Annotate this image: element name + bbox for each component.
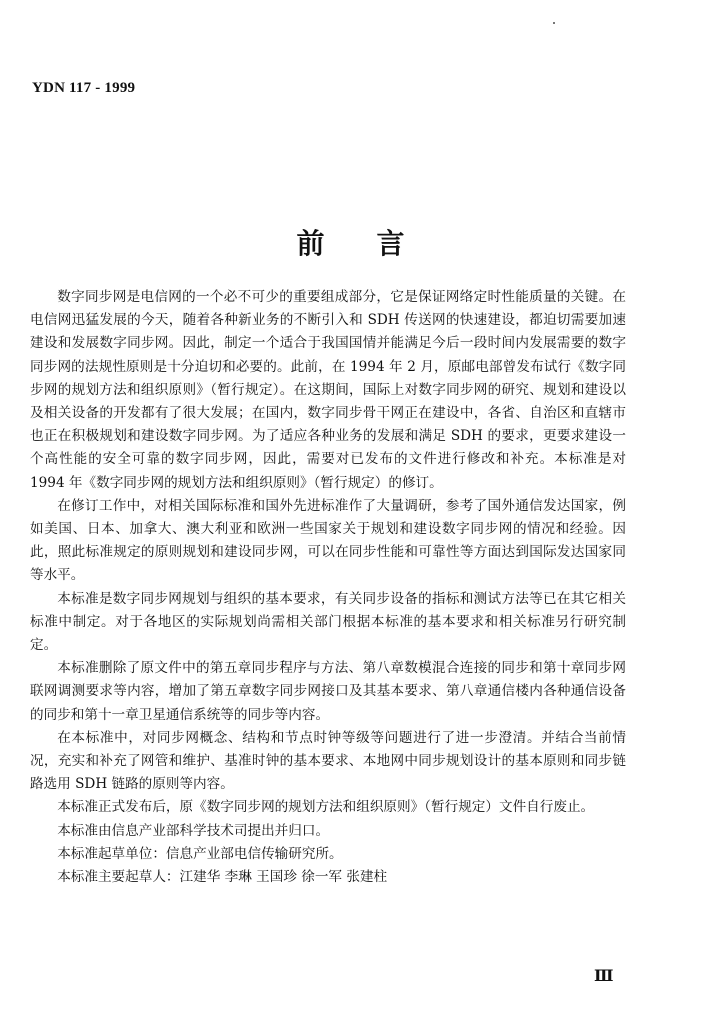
page-number: Ⅲ [594, 968, 614, 985]
paragraph: 本标准由信息产业部科学技术司提出并归口。 [57, 822, 330, 839]
section-title: 前言 [296, 227, 457, 260]
paragraph: 在本标准中，对同步网概念、结构和节点时钟等级等问题进行了进一步澄清。并结合当前情况，充实和补充了网管和维护、基准时钟的基本要求、本地网中同步规划设计的基本原则和同步链路选用 SDH 链路的原则等内容。 [30, 729, 626, 793]
standard-number: YDN 117 - 1999 [32, 80, 136, 96]
paragraph: 本标准主要起草人：江建华 李琳 王国珍 徐一军 张建柱 [57, 869, 388, 886]
paragraph: 本标准是数字同步网规划与组织的基本要求，有关同步设备的指标和测试方法等已在其它相关标准中制定。对于各地区的实际规划尚需相关部门根据本标准的基本要求和相关标准另行研究制定。 [30, 590, 626, 654]
paragraph: 本标准删除了原文件中的第五章同步程序与方法、第八章数模混合连接的同步和第十章同步网联网调测要求等内容，增加了第五章数字同步网接口及其基本要求、第八章通信楼内各种通信设备的同步和第十一章卫星通信系统等的同步等内容。 [30, 660, 626, 723]
scan-speck [553, 22, 555, 24]
paragraph: 本标准起草单位：信息产业部电信传输研究所。 [57, 845, 343, 862]
foreword-body [30, 286, 626, 889]
paragraph: 在修订工作中，对相关国际标准和国外先进标准作了大量调研，参考了国外通信发达国家，例如美国、日本、加拿大、澳大利亚和欧洲一些国家关于规划和建设数字同步网的情况和经验。因此，照此标准规定的原则规划和建设同步网，可以在同步性能和可靠性等方面达到国际发达国家同等水平。 [30, 497, 626, 584]
paragraph: 数字同步网是电信网的一个必不可少的重要组成部分，它是保证网络定时性能质量的关键。在电信网迅猛发展的今天，随着各种新业务的不断引入和 SDH 传送网的快速建设，都迫切需要加速建设和发展数字同步网。因此，制定一个适合于我国国情并能满足今后一段时间内发展需要的数字同步网的法规性原则是十分迫切和必要的。此前，在 1994 年 2 月，原邮电部曾发布试行《数字同步网的规划方法和组织原则》（暂行规定）。在这期间，国际上对数字同步网的研究、规划和建设以及相关设备的开发都有了很大发展；在国内，数字同步骨干网正在建设中，各省、自治区和直辖市也正在积极规划和建设数字同步网。为了适应各种业务的发展和满足 SDH 的要求，更要求建设一个高性能的安全可靠的数字同步网，因此，需要对已发布的文件进行修改和补充。本标准是对 1994 年《数字同步网的规划方法和组织原则》（暂行规定）的修订。 [30, 289, 626, 491]
paragraph: 本标准正式发布后，原《数字同步网的规划方法和组织原则》（暂行规定）文件自行废止。 [57, 799, 595, 816]
